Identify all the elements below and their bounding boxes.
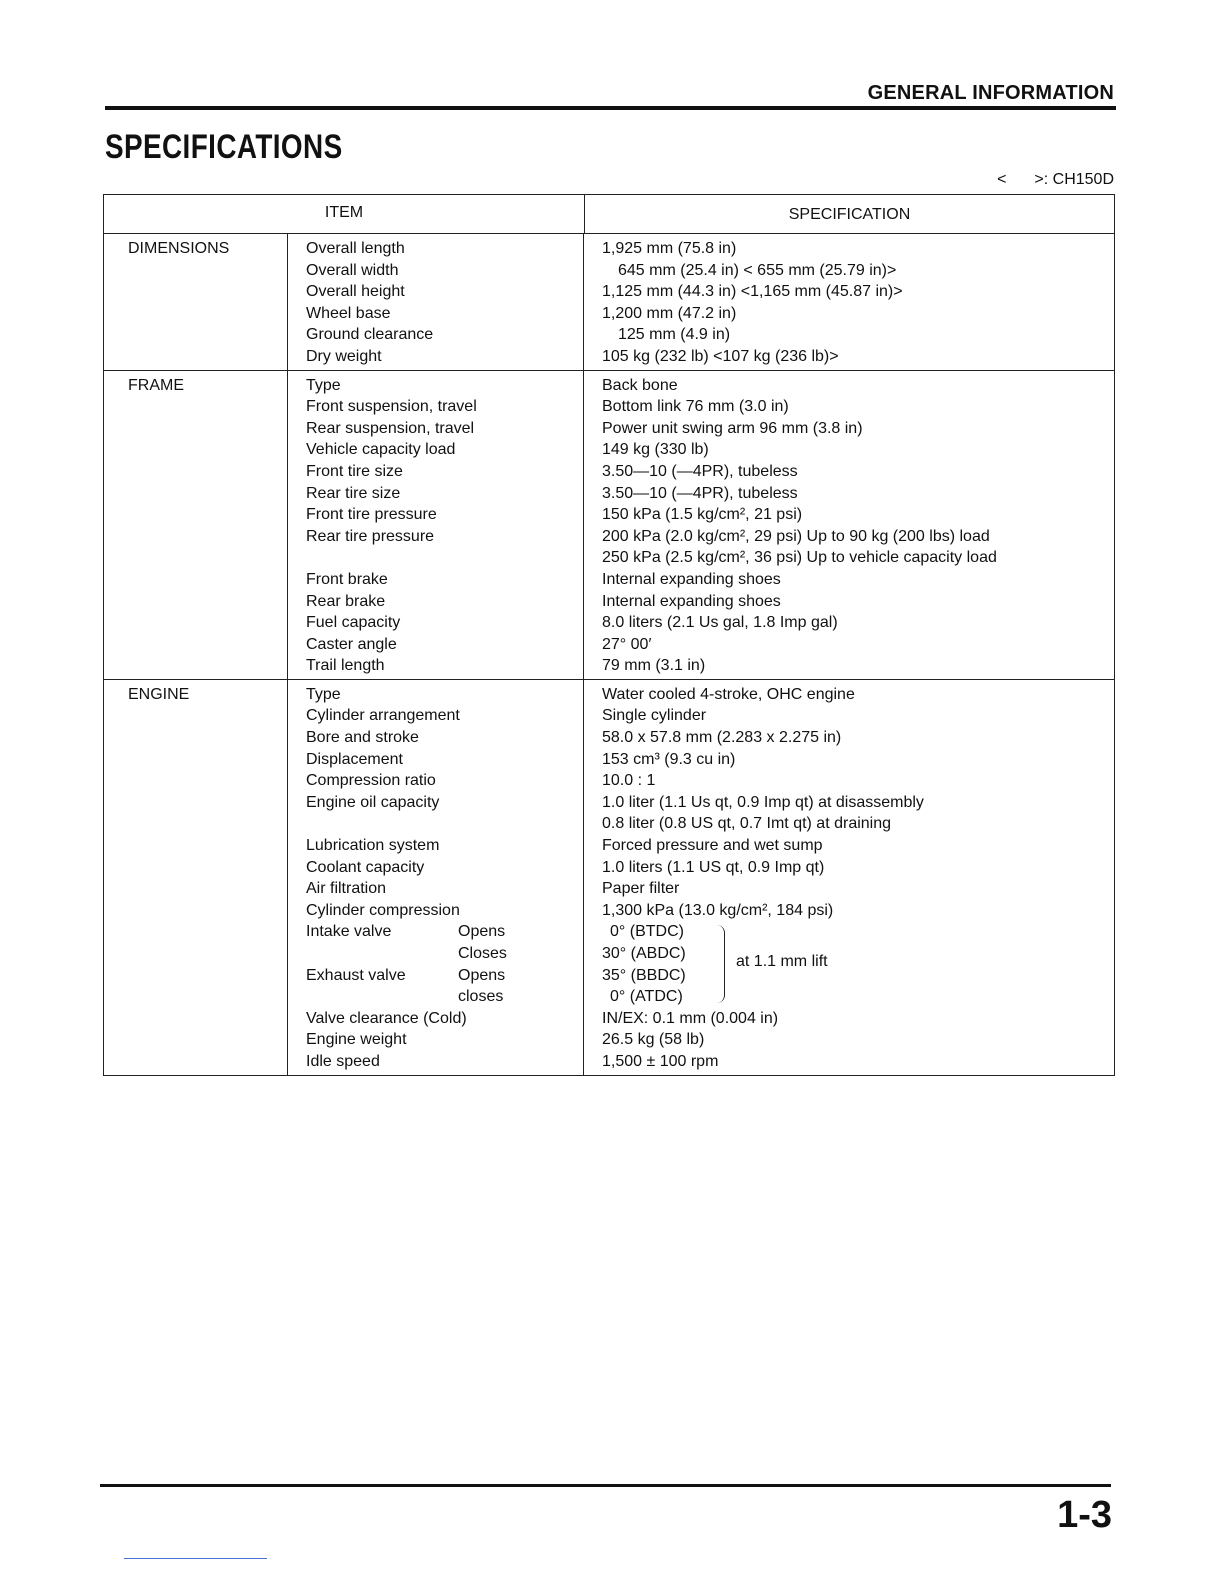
item-label: Fuel capacity bbox=[306, 614, 401, 632]
item-label: Rear brake bbox=[306, 592, 386, 610]
item-label: Front tire size bbox=[306, 462, 403, 480]
spec-column bbox=[584, 234, 1114, 370]
spec-value: 1.0 liters (1.1 US qt, 0.9 Imp qt) bbox=[602, 858, 825, 876]
spec-value: 1,200 mm (47.2 in) bbox=[602, 304, 737, 322]
page-title: SPECIFICATIONS bbox=[105, 128, 343, 166]
item-label: Rear tire size bbox=[306, 484, 401, 502]
item-label: Rear suspension, travel bbox=[306, 419, 475, 437]
spec-value: 26.5 kg (58 lb) bbox=[602, 1031, 705, 1049]
item-label-exhaust-closes bbox=[306, 986, 583, 1008]
column-header-item: ITEM bbox=[104, 195, 585, 233]
spec-value: 0.8 liter (0.8 US qt, 0.7 Imt qt) at draining bbox=[602, 815, 892, 833]
model-legend bbox=[997, 171, 1114, 189]
spec-value: Bottom link 76 mm (3.0 in) bbox=[602, 398, 789, 416]
link-underline bbox=[124, 1558, 267, 1559]
specifications-table bbox=[103, 194, 1115, 1076]
item-label: Displacement bbox=[306, 750, 403, 768]
spec-column bbox=[584, 680, 1114, 1075]
intake-valve-label: Intake valve bbox=[306, 923, 392, 941]
legend-open: < bbox=[997, 171, 1007, 188]
valve-timing-value: 30° (ABDC) bbox=[602, 945, 686, 962]
spec-value: Forced pressure and wet sump bbox=[602, 837, 823, 855]
spec-value: 3.50—10 (—4PR), tubeless bbox=[602, 462, 798, 480]
valve-timing-value: 35° (BBDC) bbox=[602, 966, 686, 984]
spec-value: 105 kg (232 lb) <107 kg (236 lb)> bbox=[602, 347, 839, 365]
spec-column bbox=[584, 371, 1114, 679]
item-label: Overall width bbox=[306, 261, 399, 279]
item-label: Bore and stroke bbox=[306, 729, 419, 747]
spec-value: 79 mm (3.1 in) bbox=[602, 657, 706, 675]
item-label: Air filtration bbox=[306, 880, 387, 898]
spec-value: Internal expanding shoes bbox=[602, 592, 781, 610]
spec-value: Water cooled 4-stroke, OHC engine bbox=[602, 685, 855, 703]
table-header bbox=[104, 195, 1114, 234]
intake-closes-label: Closes bbox=[458, 945, 507, 962]
section-engine bbox=[104, 680, 1114, 1075]
item-label: Engine oil capacity bbox=[306, 793, 440, 811]
spec-value: IN/EX: 0.1 mm (0.004 in) bbox=[602, 1009, 779, 1027]
valve-timing-group bbox=[602, 921, 1114, 1007]
section-frame bbox=[104, 371, 1114, 680]
intake-opens-label: Opens bbox=[458, 923, 506, 941]
spec-value: 150 kPa (1.5 kg/cm², 21 psi) bbox=[602, 506, 803, 524]
spec-value: 1,125 mm (44.3 in) <1,165 mm (45.87 in)> bbox=[602, 283, 903, 301]
valve-timing-value: 0° (ATDC) bbox=[610, 988, 683, 1006]
section-header-title: GENERAL INFORMATION bbox=[867, 82, 1114, 104]
item-label: Ground clearance bbox=[306, 326, 434, 344]
item-label-intake-closes bbox=[306, 943, 583, 965]
exhaust-opens-label: Opens bbox=[458, 966, 506, 984]
item-label: Trail length bbox=[306, 657, 385, 675]
exhaust-closes-label: closes bbox=[458, 988, 504, 1006]
item-label: Wheel base bbox=[306, 304, 391, 322]
spec-value: 1,925 mm (75.8 in) bbox=[602, 240, 737, 257]
item-label bbox=[306, 547, 583, 569]
section-name: DIMENSIONS bbox=[104, 234, 288, 370]
spec-value: 58.0 x 57.8 mm (2.283 x 2.275 in) bbox=[602, 729, 842, 747]
spec-value: 645 mm (25.4 in) < 655 mm (25.79 in)> bbox=[618, 261, 897, 279]
item-label: Cylinder compression bbox=[306, 901, 460, 919]
item-label: Vehicle capacity load bbox=[306, 441, 456, 459]
item-label bbox=[306, 813, 583, 835]
item-label: Overall length bbox=[306, 240, 405, 257]
spec-value: 250 kPa (2.5 kg/cm², 36 psi) Up to vehicle capacity load bbox=[602, 549, 997, 567]
section-dimensions bbox=[104, 234, 1114, 371]
item-label: Overall height bbox=[306, 283, 405, 301]
spec-value: Back bone bbox=[602, 376, 678, 394]
item-label: Front tire pressure bbox=[306, 506, 437, 524]
column-header-specification: SPECIFICATION bbox=[788, 206, 911, 223]
spec-value: Internal expanding shoes bbox=[602, 570, 781, 588]
spec-value: 1.0 liter (1.1 Us qt, 0.9 Imp qt) at disassembly bbox=[602, 793, 924, 811]
item-column bbox=[288, 680, 584, 1075]
brace-bracket bbox=[714, 925, 725, 1003]
spec-value: Paper filter bbox=[602, 880, 680, 898]
footer-rule bbox=[100, 1484, 1111, 1487]
spec-value: 153 cm³ (9.3 cu in) bbox=[602, 750, 736, 768]
spec-value: 149 kg (330 lb) bbox=[602, 441, 709, 459]
item-column bbox=[288, 371, 584, 679]
page-number: 1-3 bbox=[1057, 1494, 1112, 1536]
spec-value: 125 mm (4.9 in) bbox=[618, 326, 731, 344]
spec-value: 3.50—10 (—4PR), tubeless bbox=[602, 484, 798, 502]
spec-value: Power unit swing arm 96 mm (3.8 in) bbox=[602, 419, 863, 437]
valve-timing-value: 0° (BTDC) bbox=[610, 923, 684, 941]
item-label: Cylinder arrangement bbox=[306, 707, 460, 725]
item-label: Idle speed bbox=[306, 1052, 380, 1070]
item-label: Rear tire pressure bbox=[306, 527, 435, 545]
spec-value: 200 kPa (2.0 kg/cm², 29 psi) Up to 90 kg (200 lbs) load bbox=[602, 527, 990, 545]
spec-value: 10.0 : 1 bbox=[602, 772, 656, 790]
item-label: Type bbox=[306, 685, 341, 703]
item-label: Dry weight bbox=[306, 347, 382, 365]
spec-value: 1,500 ± 100 rpm bbox=[602, 1052, 719, 1070]
legend-close: >: CH150D bbox=[1034, 171, 1114, 188]
item-label: Front brake bbox=[306, 570, 388, 588]
item-label: Compression ratio bbox=[306, 772, 436, 790]
item-label: Valve clearance (Cold) bbox=[306, 1009, 467, 1027]
item-column bbox=[288, 234, 584, 370]
section-name: ENGINE bbox=[104, 680, 288, 1075]
spec-value: Single cylinder bbox=[602, 707, 707, 725]
item-label: Type bbox=[306, 376, 341, 394]
spec-value: 27° 00′ bbox=[602, 635, 652, 653]
valve-lift-note: at 1.1 mm lift bbox=[736, 953, 828, 971]
item-label-exhaust-valve bbox=[306, 965, 583, 987]
section-name: FRAME bbox=[104, 371, 288, 679]
item-label: Lubrication system bbox=[306, 837, 440, 855]
header-rule bbox=[105, 106, 1116, 110]
spec-value: 1,300 kPa (13.0 kg/cm², 184 psi) bbox=[602, 901, 834, 919]
item-label: Coolant capacity bbox=[306, 858, 425, 876]
item-label-intake-valve bbox=[306, 921, 583, 943]
exhaust-valve-label: Exhaust valve bbox=[306, 966, 406, 984]
item-label: Caster angle bbox=[306, 635, 397, 653]
item-label: Front suspension, travel bbox=[306, 398, 477, 416]
spec-value: 8.0 liters (2.1 Us gal, 1.8 Imp gal) bbox=[602, 614, 838, 632]
item-label: Engine weight bbox=[306, 1031, 407, 1049]
